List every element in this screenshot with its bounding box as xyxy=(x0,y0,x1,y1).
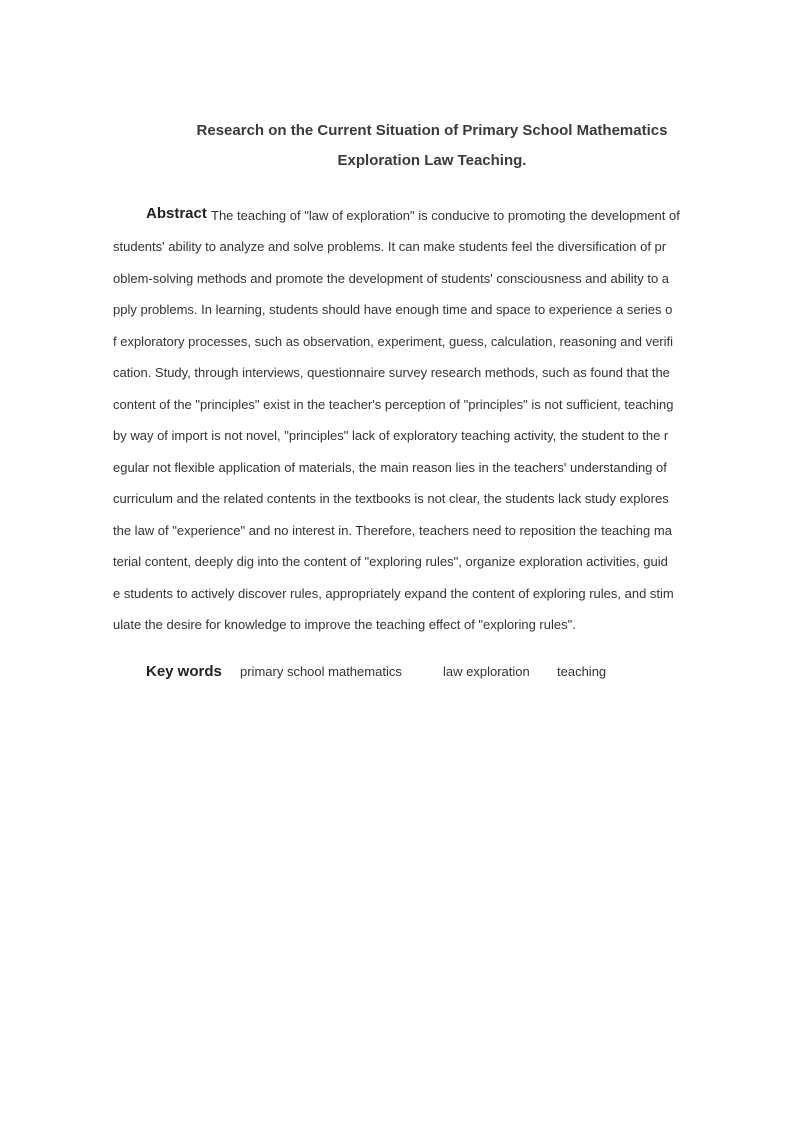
abstract-line: egular not flexible application of materials, the main reason lies in the teachers' understanding of xyxy=(113,460,667,475)
abstract-heading: Abstract xyxy=(146,205,207,222)
abstract-line: ulate the desire for knowledge to improve the teaching effect of "exploring rules". xyxy=(113,617,576,632)
paper-title-line-2: Exploration Law Teaching. xyxy=(337,152,527,169)
abstract-line: oblem-solving methods and promote the development of students' consciousness and ability to a xyxy=(113,271,670,286)
abstract-line: cation. Study, through interviews, questionnaire survey research methods, such as found that the xyxy=(113,365,670,380)
abstract-line: terial content, deeply dig into the content of "exploring rules", organize exploration activities, guid xyxy=(113,554,668,569)
abstract-line: pply problems. In learning, students should have enough time and space to experience a series o xyxy=(113,302,673,317)
keywords-label: Key words xyxy=(146,663,222,680)
keyword-item: primary school mathematics xyxy=(240,664,402,679)
abstract-line: content of the "principles" exist in the teacher's perception of "principles" is not sufficient, teaching xyxy=(113,397,674,412)
abstract-line: e students to actively discover rules, appropriately expand the content of exploring rules, and stim xyxy=(113,586,674,601)
abstract-line: by way of import is not novel, "principles" lack of exploratory teaching activity, the student to the r xyxy=(113,428,669,443)
abstract-line: The teaching of "law of exploration" is conducive to promoting the development of xyxy=(211,208,680,223)
abstract-line: the law of "experience" and no interest in. Therefore, teachers need to reposition the teaching ma xyxy=(113,523,672,538)
keyword-item: law exploration xyxy=(443,664,530,679)
abstract-line: f exploratory processes, such as observation, experiment, guess, calculation, reasoning and verifi xyxy=(113,334,674,349)
keyword-item: teaching xyxy=(557,664,607,679)
abstract-line: students' ability to analyze and solve problems. It can make students feel the diversification of pr xyxy=(113,239,667,254)
paper-title-line-1: Research on the Current Situation of Primary School Mathematics xyxy=(196,122,668,139)
abstract-line: curriculum and the related contents in the textbooks is not clear, the students lack study explores xyxy=(113,491,669,506)
